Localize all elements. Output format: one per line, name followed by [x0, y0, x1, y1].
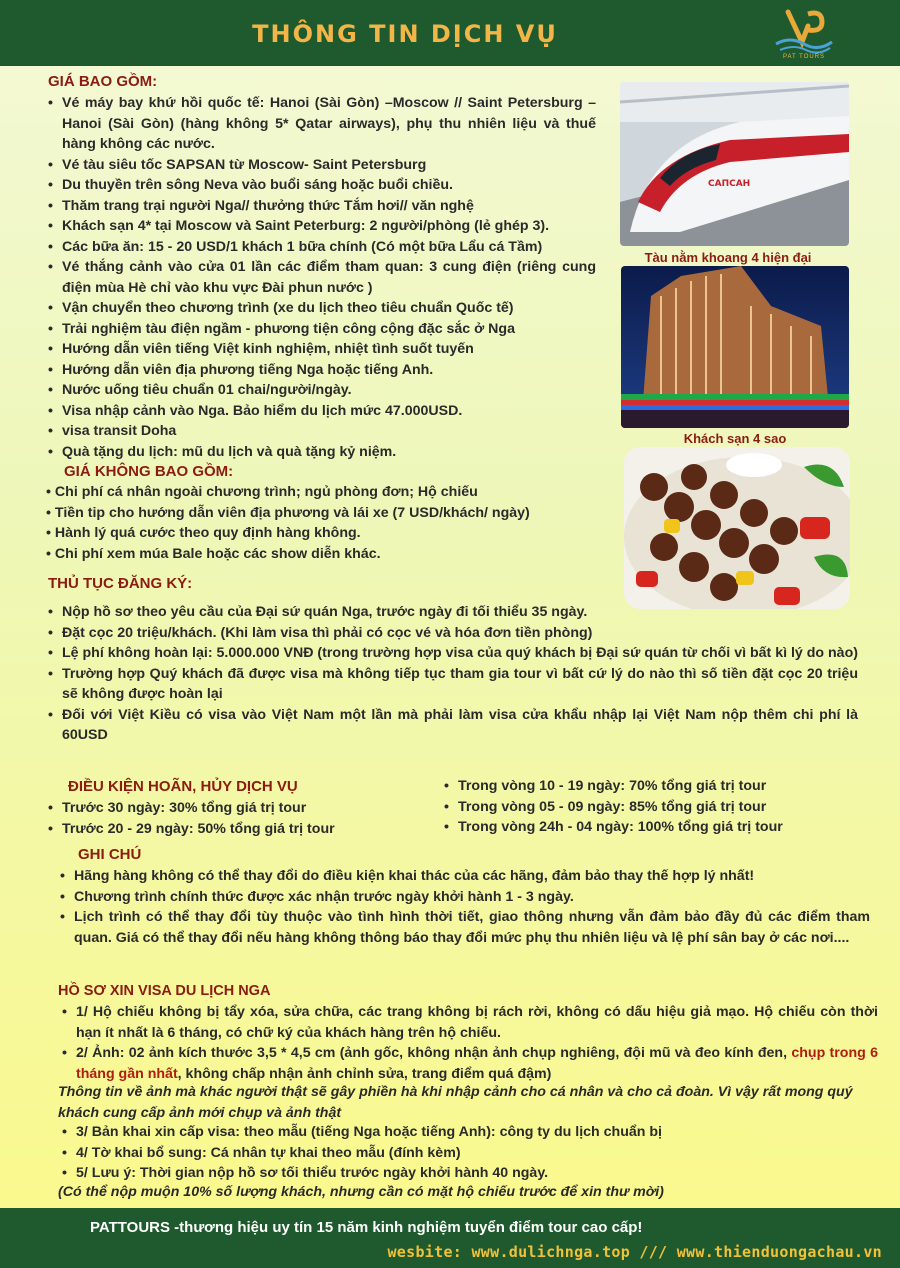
visa-list-b	[60, 1122, 878, 1184]
registration-item: • Đối với Việt Kiều có visa vào Việt Nam một lần mà phải làm visa cửa khẩu nhập lại Việt Nam nộp thêm chi phí là 60USD	[46, 705, 858, 746]
food-photo	[624, 447, 850, 609]
notes-title: GHI CHÚ	[78, 846, 142, 863]
included-item: • Thăm trang trại người Nga// thưởng thức Tắm hơi// văn nghệ	[46, 196, 596, 217]
registration-title: THỦ TỤC ĐĂNG KÝ:	[48, 575, 193, 592]
visa-photo-highlight: chụp trong 6 tháng gần nhất	[76, 1045, 878, 1082]
included-item: • Hướng dẫn viên tiếng Việt kinh nghiệm, nhiệt tình suốt tuyến	[46, 339, 596, 360]
visa-item-photo: • 2/ Ảnh: 02 ảnh kích thước 3,5 * 4,5 cm (ảnh gốc, không nhận ảnh chụp nghiêng, đội mũ và đeo kính đen, chụp trong 6 tháng gần nhất, không chấp nhận ảnh chỉnh sửa, trang điểm quá đậm)	[60, 1043, 878, 1084]
cancellation-item: • Trước 20 - 29 ngày: 50% tổng giá trị tour	[46, 819, 426, 840]
included-item: • Vận chuyển theo chương trình (xe du lịch theo tiêu chuẩn Quốc tế)	[46, 298, 596, 319]
included-item: • Du thuyền trên sông Neva vào buổi sáng hoặc buổi chiều.	[46, 175, 596, 196]
page-title: THÔNG TIN DỊCH VỤ	[252, 20, 558, 48]
included-item: • Visa nhập cảnh vào Nga. Bảo hiểm du lịch mức 47.000USD.	[46, 401, 596, 422]
included-item: • Trải nghiệm tàu điện ngầm - phương tiện công cộng đặc sắc ở Nga	[46, 319, 596, 340]
included-title: GIÁ BAO GỒM:	[48, 73, 158, 90]
excluded-item: • Hành lý quá cước theo quy định hàng không.	[46, 525, 361, 541]
notes-list	[58, 866, 870, 948]
visa-late-note: (Có thể nộp muộn 10% số lượng khách, nhưng cần có mặt hộ chiếu trước để xin thư mời)	[58, 1184, 664, 1200]
cancellation-item: • Trong vòng 10 - 19 ngày: 70% tổng giá trị tour	[442, 776, 862, 797]
included-item: • Vé máy bay khứ hồi quốc tế: Hanoi (Sài Gòn) –Moscow // Saint Petersburg – Hanoi (Sài Gòn) (hàng không 5* Qatar airways), phụ thu nhiên liệu và thuế hàng không các nước.	[46, 93, 596, 155]
registration-list	[46, 602, 858, 746]
note-item: • Chương trình chính thức được xác nhận trước ngày khởi hành 1 - 3 ngày.	[58, 887, 870, 908]
footer-bar	[0, 1208, 900, 1268]
cancellation-left-list	[46, 798, 426, 839]
header-bar	[0, 0, 900, 66]
visa-photo-note: Thông tin về ảnh mà khác người thật sẽ gây phiền hà khi nhập cảnh cho cá nhân và cho cả đoàn. Vì vậy rất mong quý khách cung cấp ảnh mới chụp và ảnh thật	[58, 1084, 853, 1121]
included-item: • Nước uống tiêu chuẩn 01 chai/người/ngày.	[46, 380, 596, 401]
included-item: • Các bữa ăn: 15 - 20 USD/1 khách 1 bữa chính (Có một bữa Lẩu cá Tầm)	[46, 237, 596, 258]
cancellation-item: • Trong vòng 05 - 09 ngày: 85% tổng giá trị tour	[442, 797, 862, 818]
cancellation-item: • Trước 30 ngày: 30% tổng giá trị tour	[46, 798, 426, 819]
visa-item-form: • 3/ Bản khai xin cấp visa: theo mẫu (tiếng Nga hoặc tiếng Anh): công ty du lịch chuẩn bị	[60, 1122, 878, 1143]
train-logo-text: САПСАН	[708, 179, 751, 189]
included-item: • Vé tàu siêu tốc SAPSAN từ Moscow- Saint Petersburg	[46, 155, 596, 176]
excluded-item: • Tiền tip cho hướng dẫn viên địa phương và lái xe (7 USD/khách/ ngày)	[46, 504, 530, 521]
pattours-logo: PAT TOURS	[768, 6, 840, 62]
footer-website[interactable]: wesbite: www.dulichnga.top /// www.thienduongachau.vn	[387, 1243, 882, 1261]
cancellation-right-list	[442, 776, 862, 838]
excluded-item: • Chi phí xem múa Bale hoặc các show diễn khác.	[46, 545, 381, 562]
visa-list-a	[60, 1002, 878, 1084]
excluded-list	[46, 482, 606, 564]
note-item: • Hãng hàng không có thể thay đổi do điều kiện khai thác của các hãng, đảm bảo thay thế hợp lý nhất!	[58, 866, 870, 887]
registration-item: • Trường hợp Quý khách đã được visa mà không tiếp tục tham gia tour vì bất cứ lý do nào thì số tiền đặt cọc 20 triệu sẽ không được hoàn lại	[46, 664, 858, 705]
cancellation-title: ĐIỀU KIỆN HOÃN, HỦY DỊCH VỤ	[68, 778, 298, 795]
cancellation-item: • Trong vòng 24h - 04 ngày: 100% tổng giá trị tour	[442, 817, 862, 838]
included-list	[46, 93, 596, 462]
included-item: • Hướng dẫn viên địa phương tiếng Nga hoặc tiếng Anh.	[46, 360, 596, 381]
visa-item-deadline: • 5/ Lưu ý: Thời gian nộp hồ sơ tối thiểu trước ngày khởi hành 40 ngày.	[60, 1163, 878, 1184]
train-photo	[620, 82, 849, 246]
excluded-item: • Chi phí cá nhân ngoài chương trình; ngủ phòng đơn; Hộ chiếu	[46, 484, 478, 500]
registration-item: • Lệ phí không hoàn lại: 5.000.000 VNĐ (trong trường hợp visa của quý khách bị Đại sứ quán từ chối vì bất kì lý do nào)	[46, 643, 858, 664]
train-caption: Tàu nằm khoang 4 hiện đại	[644, 250, 812, 265]
excluded-title: GIÁ KHÔNG BAO GỒM:	[64, 463, 234, 480]
visa-item-supplement: • 4/ Tờ khai bổ sung: Cá nhân tự khai theo mẫu (đính kèm)	[60, 1143, 878, 1164]
hotel-photo	[621, 266, 849, 428]
included-item: • Khách sạn 4* tại Moscow và Saint Peterburg: 2 người/phòng (lẻ ghép 3).	[46, 216, 596, 237]
footer-slogan: PATTOURS -thương hiệu uy tín 15 năm kinh nghiệm tuyển điểm tour cao cấp!	[90, 1219, 643, 1236]
included-item: • Vé thắng cảnh vào cửa 01 lần các điểm tham quan: 3 cung điện (riêng cung điện mùa Hè chỉ vào khu vực Đài phun nước )	[46, 257, 596, 298]
registration-item: • Đặt cọc 20 triệu/khách. (Khi làm visa thì phải có cọc vé và hóa đơn tiền phòng)	[46, 623, 858, 644]
included-item: • Quà tặng du lịch: mũ du lịch và quà tặng kỷ niệm.	[46, 442, 596, 463]
hotel-caption: Khách sạn 4 sao	[683, 431, 787, 446]
visa-title: HỒ SƠ XIN VISA DU LỊCH NGA	[58, 983, 271, 999]
registration-item: • Nộp hồ sơ theo yêu cầu của Đại sứ quán Nga, trước ngày đi tối thiểu 35 ngày.	[46, 602, 858, 623]
included-item: • visa transit Doha	[46, 421, 596, 442]
note-item: • Lịch trình có thể thay đổi tùy thuộc vào tình hình thời tiết, giao thông nhưng vẫn đảm bảo đầy đủ các điểm tham quan. Giá có thể thay đổi nếu hàng không thông báo thay đổi mức phụ thu nhiên liệu và lệ phí sân bay ở các nơi....	[58, 907, 870, 948]
visa-item-passport: • 1/ Hộ chiếu không bị tẩy xóa, sửa chữa, các trang không bị rách rời, không có dấu hiệu giả mạo. Hộ chiếu còn thời hạn ít nhất là 6 tháng, có chữ ký của khách hàng trên hộ chiếu.	[60, 1002, 878, 1043]
